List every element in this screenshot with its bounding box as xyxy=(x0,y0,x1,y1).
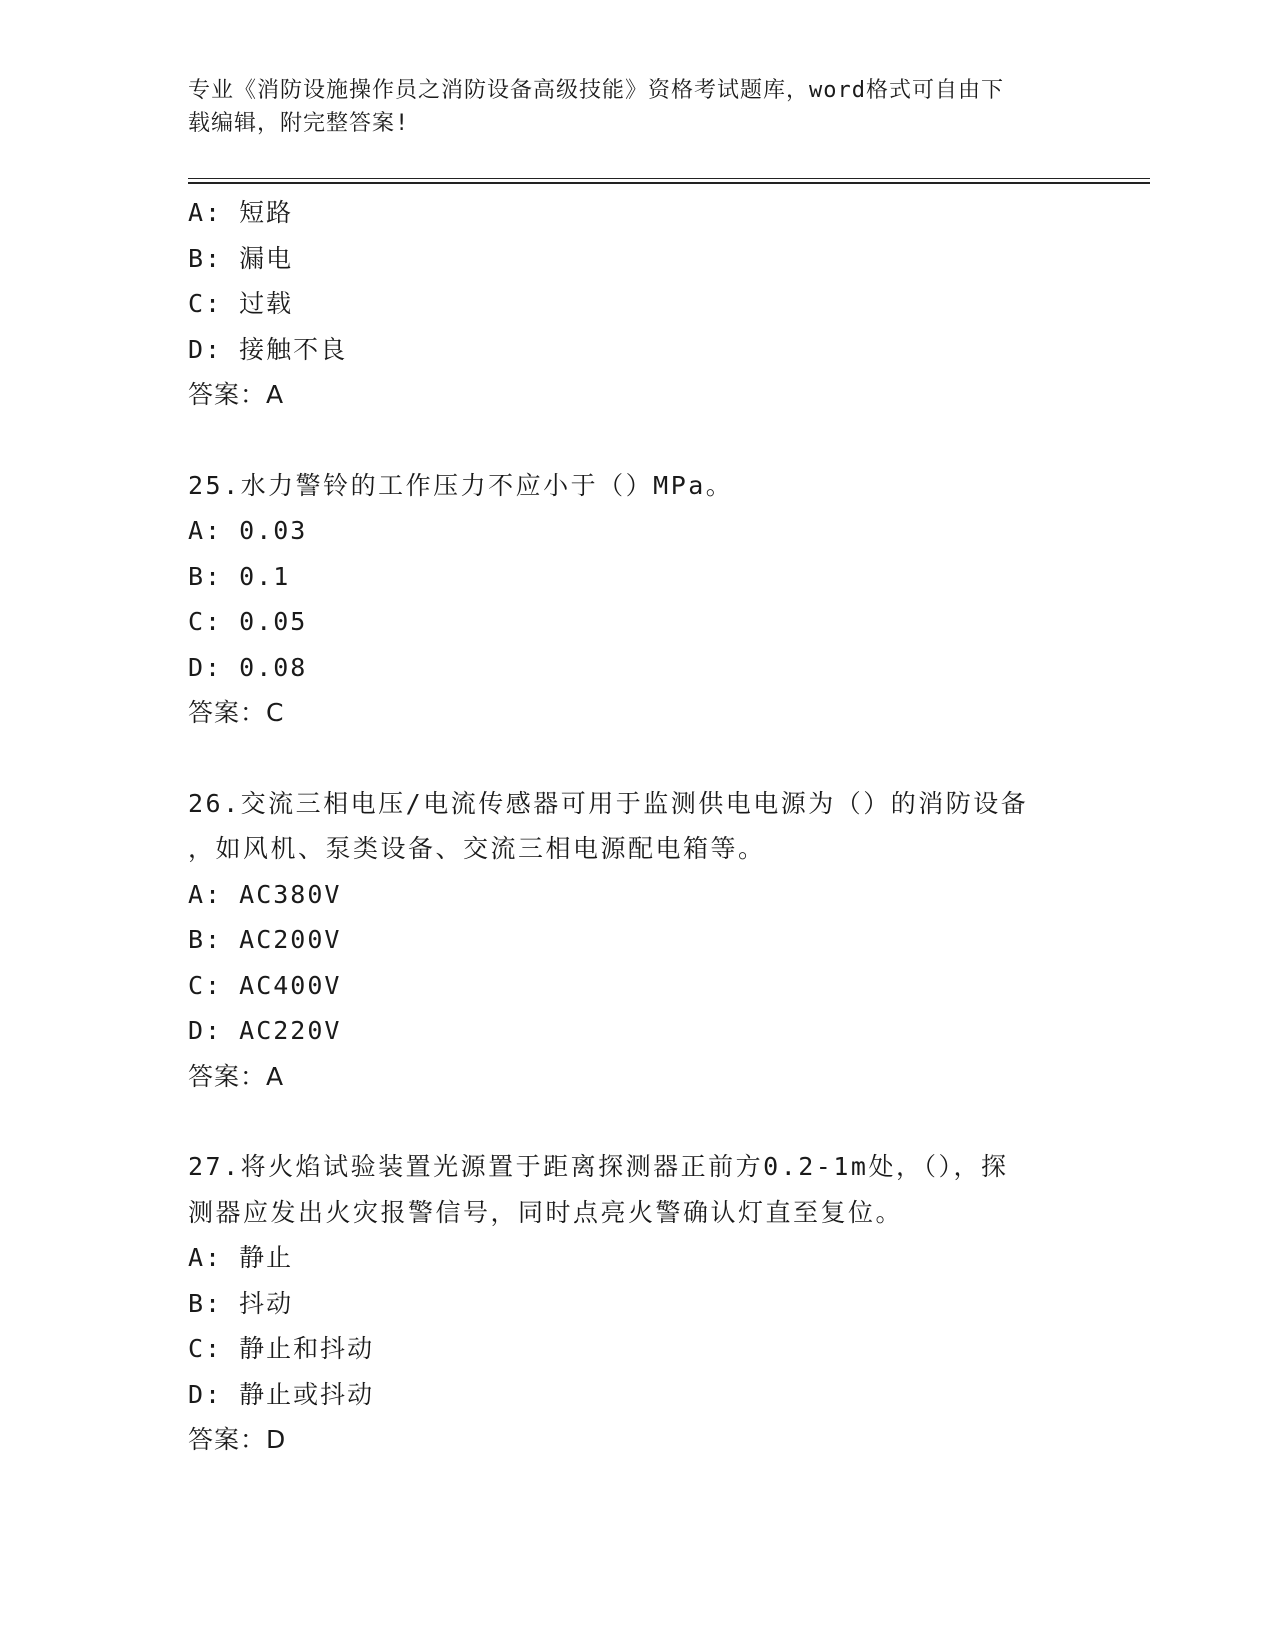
option-a: A: 静止 xyxy=(188,1243,294,1272)
question-text-line-2: ，如风机、泵类设备、交流三相电源配电箱等。 xyxy=(188,834,766,863)
option-d: D: AC220V xyxy=(188,1016,342,1045)
question-block-24 xyxy=(188,190,1148,418)
question-text-line-2: 测器应发出火灾报警信号，同时点亮火警确认灯直至复位。 xyxy=(188,1197,904,1227)
option-b: B: 0.1 xyxy=(188,561,291,591)
question-text-line-1: 26.交流三相电压/电流传感器可用于监测供电电源为（）的消防设备 xyxy=(188,788,1029,818)
answer-line: 答案：D xyxy=(188,1425,287,1454)
question-list xyxy=(188,190,1148,1463)
header-divider-thick xyxy=(188,182,1150,184)
option-c: C: 0.05 xyxy=(188,607,308,636)
option-c: C: AC400V xyxy=(188,970,342,1000)
option-b: B: AC200V xyxy=(188,925,342,954)
option-a: A: 0.03 xyxy=(188,516,308,545)
question-block-26 xyxy=(188,781,1148,1100)
option-d: D: 0.08 xyxy=(188,652,308,682)
answer-line: 答案：C xyxy=(188,698,285,727)
option-b: B: 漏电 xyxy=(188,243,294,273)
spacer xyxy=(188,1099,1148,1144)
answer-line: 答案：A xyxy=(188,380,285,409)
header-line-1: 专业《消防设施操作员之消防设备高级技能》资格考试题库，word格式可自由下 xyxy=(188,78,1004,103)
option-c: C: 过载 xyxy=(188,289,294,318)
question-block-27 xyxy=(188,1144,1148,1463)
question-text: 25.水力警铃的工作压力不应小于（）MPa。 xyxy=(188,470,734,500)
spacer xyxy=(188,418,1148,463)
question-text-line-1: 27.将火焰试验装置光源置于距离探测器正前方0.2-1m处，（），探 xyxy=(188,1152,1009,1181)
option-b: B: 抖动 xyxy=(188,1288,294,1318)
option-d: D: 接触不良 xyxy=(188,334,348,364)
header-divider-thin xyxy=(188,178,1150,179)
header-line-2: 载编辑，附完整答案! xyxy=(188,111,410,136)
spacer xyxy=(188,736,1148,781)
option-c: C: 静止和抖动 xyxy=(188,1334,375,1363)
answer-line: 答案：A xyxy=(188,1061,285,1091)
option-a: A: 短路 xyxy=(188,198,294,227)
question-block-25 xyxy=(188,463,1148,736)
option-a: A: AC380V xyxy=(188,879,342,909)
document-header xyxy=(188,74,1088,140)
option-d: D: 静止或抖动 xyxy=(188,1379,375,1409)
